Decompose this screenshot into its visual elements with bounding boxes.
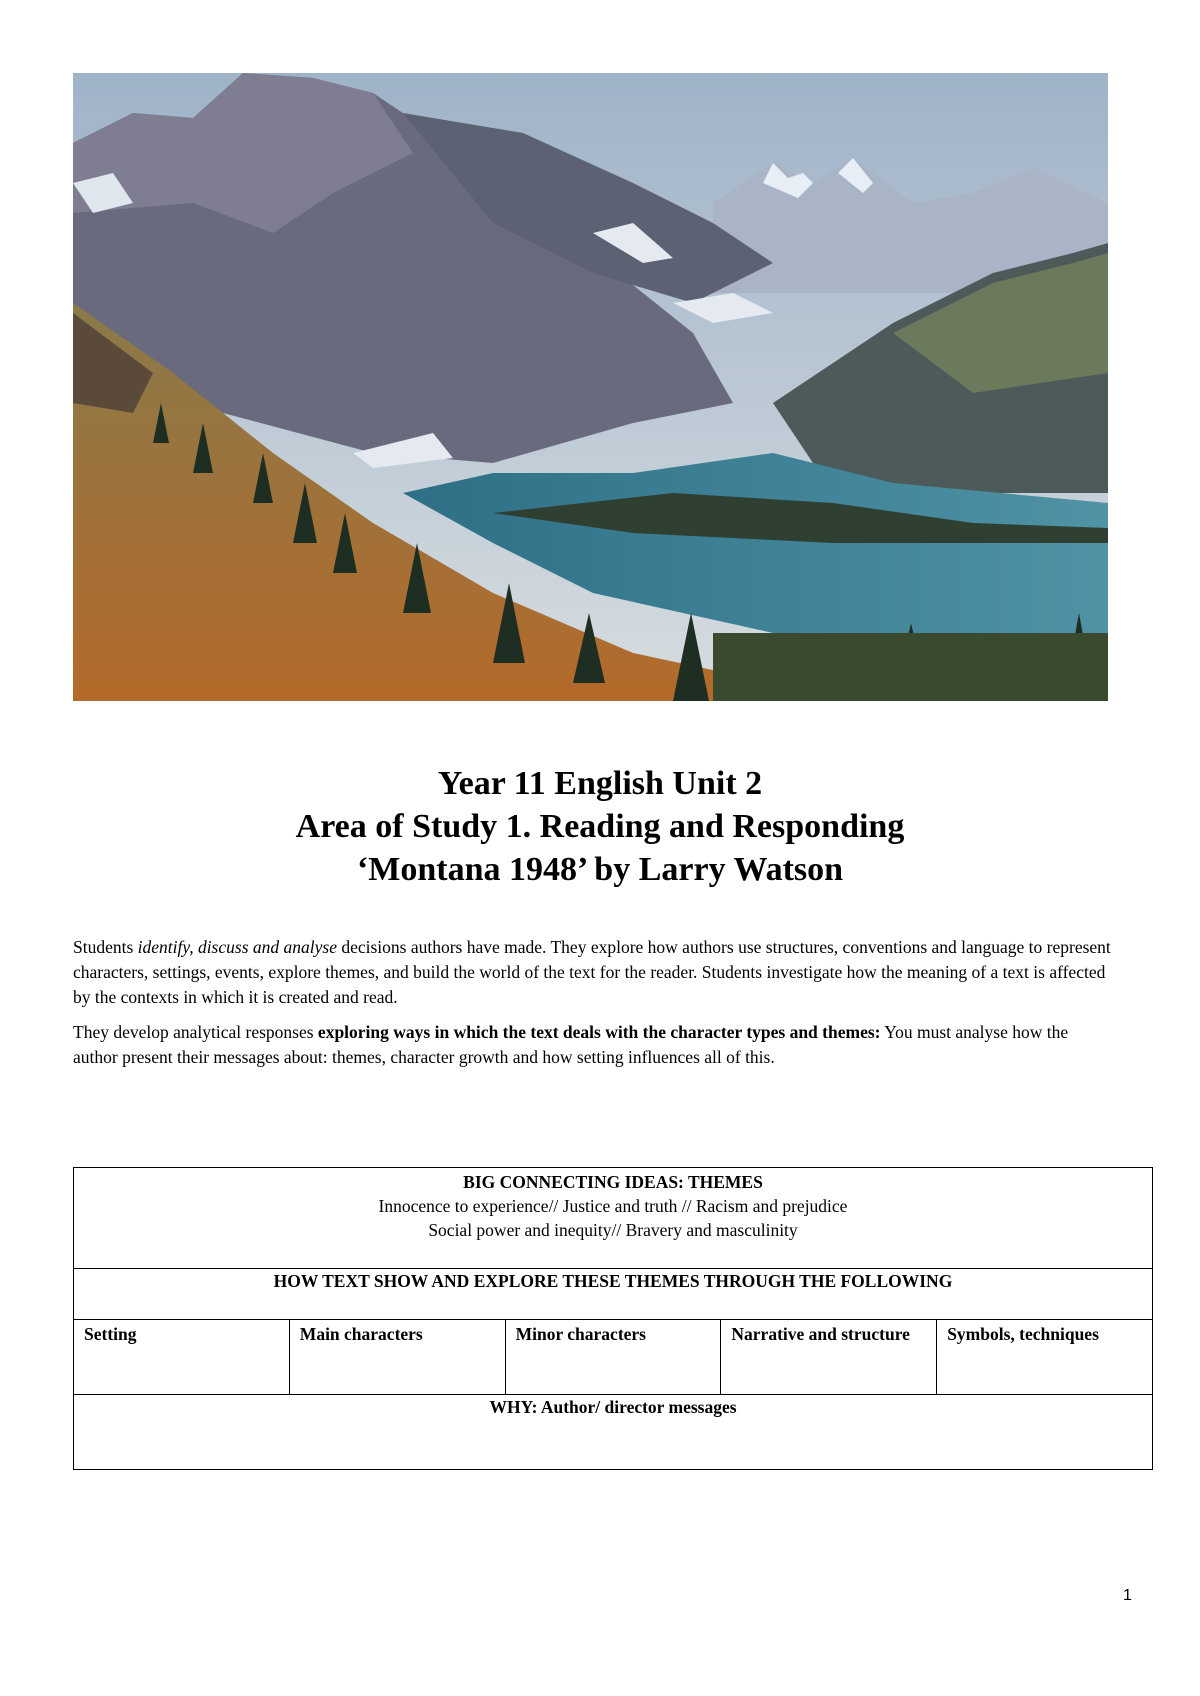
intro-p1-rest: decisions authors have made. They explore how authors use structures, conventions and language to represent characters, settings, events, explore themes, and build the world of the text for the reader. Students investigate how the meaning of a text is affected by the contexts in which it is created and read. (73, 937, 1111, 1007)
hero-landscape-image (73, 73, 1108, 701)
intro-p1-italic: identify, discuss and analyse (137, 937, 337, 957)
themes-table (73, 1167, 1153, 1470)
column-narrative-structure[interactable]: Narrative and structure (721, 1320, 937, 1395)
big-ideas-heading: BIG CONNECTING IDEAS: THEMES (463, 1172, 763, 1192)
intro-text (73, 935, 1113, 1080)
how-row (74, 1269, 1153, 1320)
big-ideas-cell (74, 1168, 1153, 1269)
column-main-characters[interactable]: Main characters (289, 1320, 505, 1395)
intro-paragraph-1 (73, 935, 1113, 1010)
title-line-1: Year 11 English Unit 2 (437, 765, 763, 802)
intro-p2-rest: You must analyse how the author present their messages about: themes, character growth and how setting influences all of this. (73, 1022, 1069, 1067)
title-line-2: Area of Study 1. Reading and Responding (295, 808, 905, 845)
intro-p2-bold: exploring ways in which the text deals with the character types and themes: (317, 1022, 881, 1042)
why-row (74, 1395, 1153, 1470)
page-number: 1 (1123, 1587, 1132, 1604)
column-symbols-techniques[interactable]: Symbols, techniques (937, 1320, 1153, 1395)
themes-line-2: Social power and inequity// Bravery and masculinity (428, 1220, 798, 1240)
columns-row (74, 1320, 1153, 1395)
column-minor-characters[interactable]: Minor characters (505, 1320, 721, 1395)
big-ideas-row (74, 1168, 1153, 1269)
how-heading: HOW TEXT SHOW AND EXPLORE THESE THEMES THROUGH THE FOLLOWING (74, 1269, 1153, 1320)
column-setting[interactable]: Setting (74, 1320, 290, 1395)
intro-p2-start: They develop analytical responses (73, 1022, 318, 1042)
why-heading[interactable]: WHY: Author/ director messages (74, 1395, 1153, 1470)
title-line-3: ‘Montana 1948’ by Larry Watson (356, 851, 844, 888)
document-title (0, 762, 1200, 891)
themes-line-1: Innocence to experience// Justice and truth // Racism and prejudice (378, 1196, 848, 1216)
intro-paragraph-2 (73, 1020, 1113, 1070)
intro-p1-start: Students (73, 937, 138, 957)
